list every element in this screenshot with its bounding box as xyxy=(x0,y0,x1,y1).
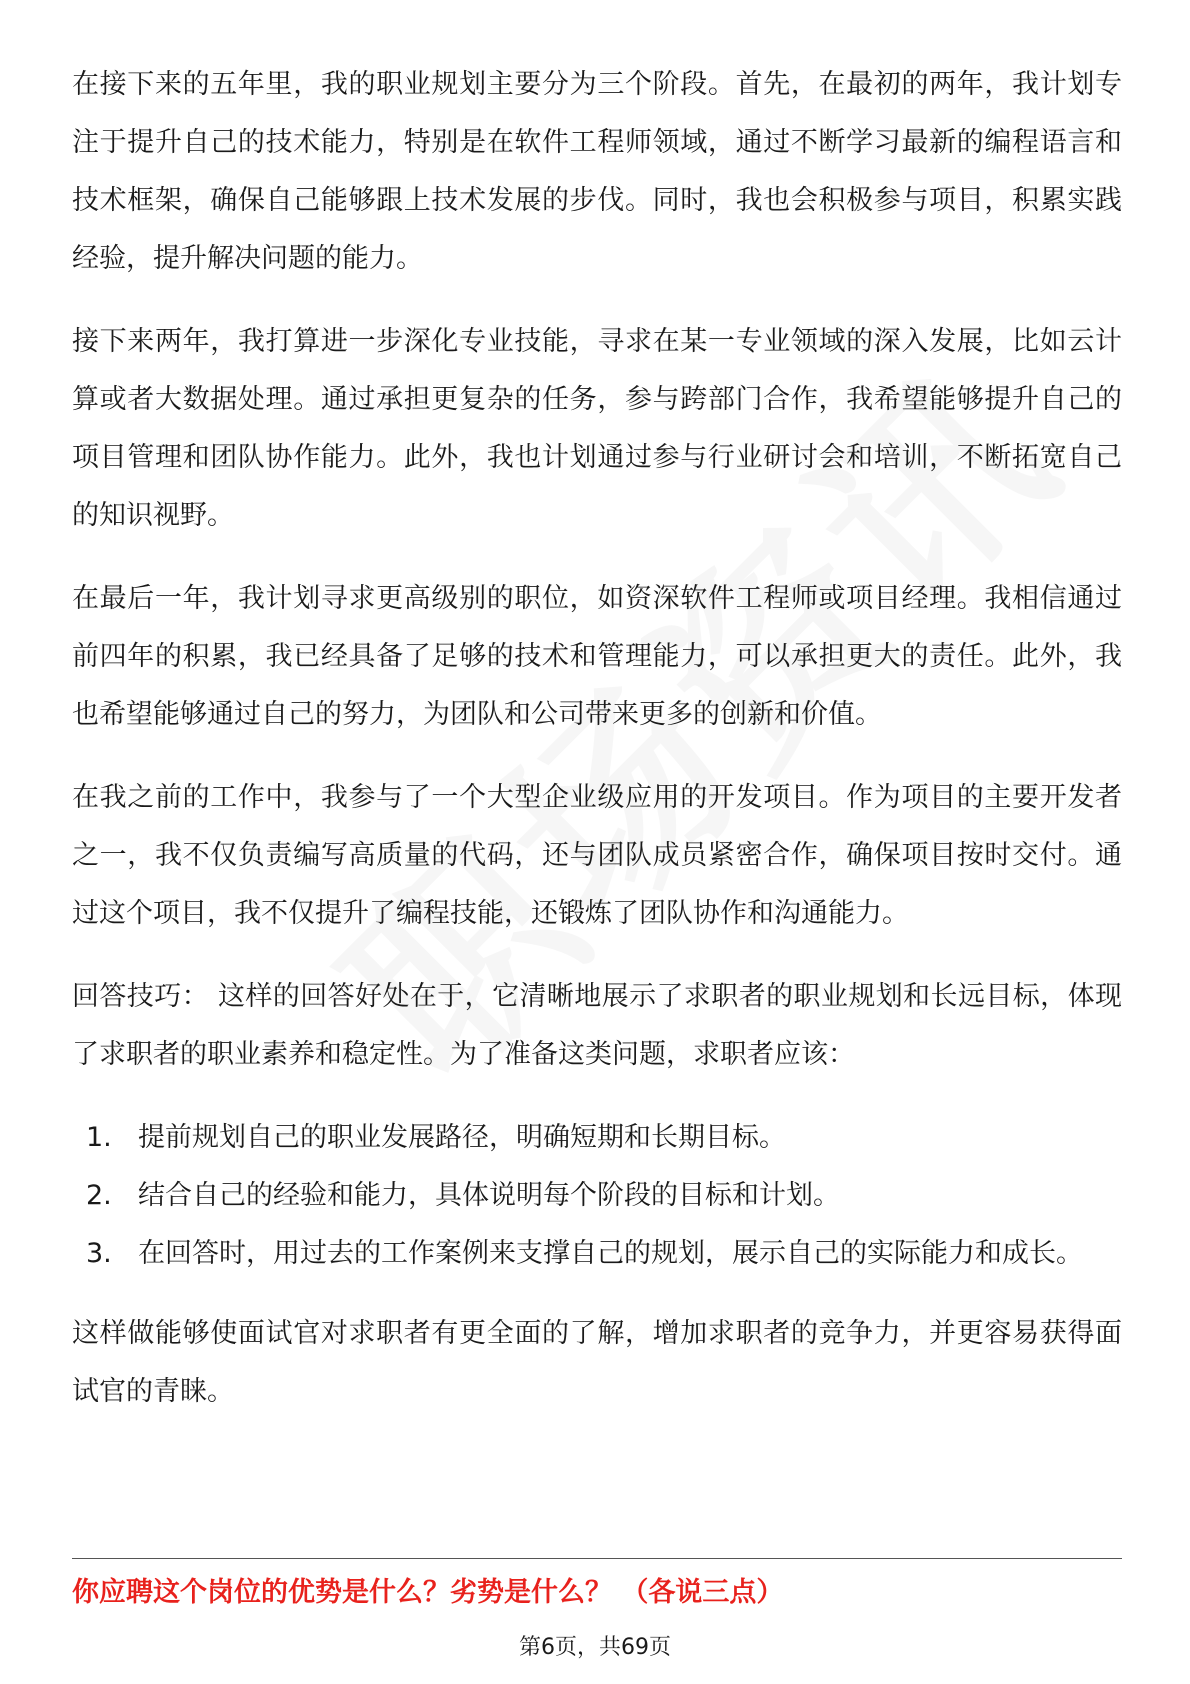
paragraph-plan-intro: 在接下来的五年里，我的职业规划主要分为三个阶段。首先，在最初的两年，我计划专注于提升自己的技术能力，特别是在软件工程师领域，通过不断学习最新的编程语言和技术框架，确保自己能够跟上技术发展的步伐。同时，我也会积极参与项目，积累实践经验，提升解决问题的能力。 xyxy=(72,69,1122,274)
paragraph-plan-final: 在最后一年，我计划寻求更高级别的职位，如资深软件工程师或项目经理。我相信通过前四年的积累，我已经具备了足够的技术和管理能力，可以承担更大的责任。此外，我也希望能够通过自己的努力，为团队和公司带来更多的创新和价值。 xyxy=(72,583,1122,730)
list-item-number: 2. xyxy=(86,1180,112,1211)
section-divider xyxy=(72,1558,1122,1559)
paragraph-answer-tips: 回答技巧： 这样的回答好处在于，它清晰地展示了求职者的职业规划和长远目标，体现了求职者的职业素养和稳定性。为了准备这类问题，求职者应该： xyxy=(72,981,1122,1070)
list-item-text: 在回答时，用过去的工作案例来支撑自己的规划，展示自己的实际能力和成长。 xyxy=(138,1238,1083,1269)
list-item xyxy=(72,1109,1122,1167)
list-item xyxy=(72,1167,1122,1225)
list-item-text: 结合自己的经验和能力，具体说明每个阶段的目标和计划。 xyxy=(138,1180,840,1211)
list-item-number: 1. xyxy=(86,1122,112,1153)
list-item-text: 提前规划自己的职业发展路径，明确短期和长期目标。 xyxy=(138,1122,786,1153)
paragraph-closing: 这样做能够使面试官对求职者有更全面的了解，增加求职者的竞争力，并更容易获得面试官的青睐。 xyxy=(72,1318,1122,1407)
list-item xyxy=(72,1225,1122,1283)
next-question-heading: 你应聘这个岗位的优势是什么？劣势是什么？ （各说三点） xyxy=(72,1577,784,1608)
paragraph-plan-middle: 接下来两年，我打算进一步深化专业技能，寻求在某一专业领域的深入发展，比如云计算或者大数据处理。通过承担更复杂的任务，参与跨部门合作，我希望能够提升自己的项目管理和团队协作能力。此外，我也计划通过参与行业研讨会和培训，不断拓宽自己的知识视野。 xyxy=(72,326,1122,531)
list-item-number: 3. xyxy=(86,1238,112,1269)
tips-list xyxy=(72,1109,1122,1283)
page-number: 第6页，共69页 xyxy=(519,1635,671,1660)
document-body xyxy=(72,56,1122,1446)
paragraph-past-work: 在我之前的工作中，我参与了一个大型企业级应用的开发项目。作为项目的主要开发者之一，我不仅负责编写高质量的代码，还与团队成员紧密合作，确保项目按时交付。通过这个项目，我不仅提升了编程技能，还锻炼了团队协作和沟通能力。 xyxy=(72,782,1122,929)
